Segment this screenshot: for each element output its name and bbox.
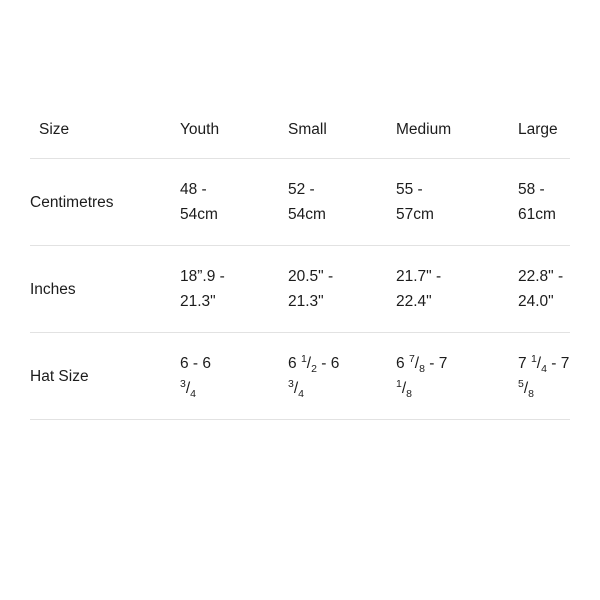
cell-line: 22.4" [396, 293, 432, 310]
cell-line: 18”.9 - [180, 268, 225, 285]
column-header-size: Size [39, 120, 70, 138]
cell-line [396, 376, 518, 401]
table-row [30, 246, 570, 333]
cell-line: 21.3" [180, 293, 216, 310]
cell-line: 54cm [180, 206, 218, 223]
cell-line: 21.7" - [396, 268, 442, 285]
cell-centimetres-small [288, 159, 396, 246]
fraction: $^5/_8$ [518, 377, 534, 401]
cell-line: 54cm [288, 206, 326, 223]
cell-inches-medium [396, 246, 518, 333]
row-label-inches: Inches [30, 246, 180, 333]
cell-line [288, 376, 396, 401]
cell-inches-small [288, 246, 396, 333]
row-label-hat-size: Hat Size [30, 333, 180, 420]
cell-line: 57cm [396, 206, 434, 223]
table-row [30, 159, 570, 246]
cell-line: 55 - [396, 181, 423, 198]
cell-line: 24.0" [518, 293, 554, 310]
size-chart-table [30, 100, 570, 420]
cell-hat-size-youth [180, 333, 288, 420]
cell-line: 6 - 6 [180, 355, 212, 372]
fraction: $^1/_8$ [396, 377, 412, 401]
column-header-small: Small [288, 120, 327, 138]
cell-line: 48 - [180, 181, 207, 198]
cell-line: 21.3" [288, 293, 324, 310]
row-label-centimetres: Centimetres [30, 159, 180, 246]
cell-centimetres-large [518, 159, 570, 246]
cell-line: 7 $^1/_4 - 7$ [518, 352, 570, 376]
cell-line: 61cm [518, 206, 556, 223]
fraction: $^3/_4$ [288, 377, 304, 401]
cell-line: 22.8" - [518, 268, 564, 285]
cell-line: 20.5" - [288, 268, 334, 285]
fraction: $^7/_8$ [408, 352, 425, 376]
table-header [30, 100, 570, 159]
cell-line [518, 376, 570, 401]
fraction: $^1/_2$ [300, 352, 317, 376]
cell-centimetres-youth [180, 159, 288, 246]
table-header-row [30, 100, 570, 159]
cell-inches-youth [180, 246, 288, 333]
cell-hat-size-medium [396, 333, 518, 420]
cell-hat-size-large [518, 333, 570, 420]
cell-centimetres-medium [396, 159, 518, 246]
cell-line: 6 $^1/_2 - 6$ [288, 352, 340, 376]
cell-line: 58 - [518, 181, 545, 198]
table-body [30, 159, 570, 420]
fraction: $^1/_4$ [530, 352, 547, 376]
table-row [30, 333, 570, 420]
cell-line: 52 - [288, 181, 315, 198]
fraction: $^3/_4$ [180, 377, 196, 401]
cell-line: 6 $^7/_8 - 7$ [396, 352, 448, 376]
cell-inches-large [518, 246, 570, 333]
cell-hat-size-small [288, 333, 396, 420]
column-header-youth: Youth [180, 120, 220, 138]
column-header-medium: Medium [396, 120, 452, 138]
column-header-large: Large [518, 120, 558, 138]
cell-line [180, 376, 288, 401]
